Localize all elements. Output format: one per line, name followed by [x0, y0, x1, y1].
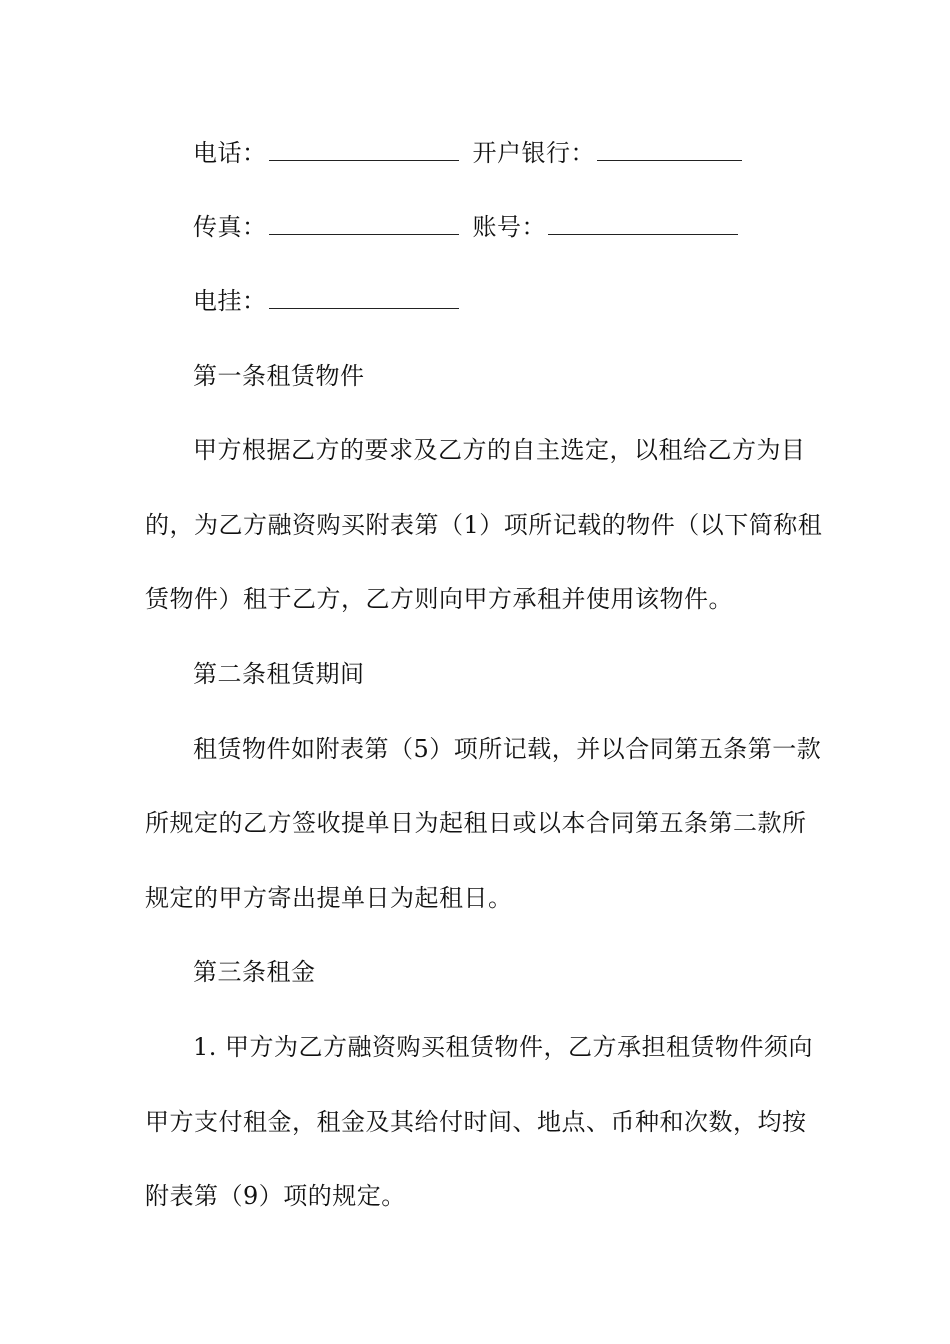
phone-label: 电话： [193, 139, 267, 167]
article3-line: 附表第（9）项的规定。 [145, 1182, 406, 1210]
article3-heading: 第三条租金 [193, 958, 316, 986]
article3-line: 1. 甲方为乙方融资购买租赁物件，乙方承担租赁物件须向 [193, 1033, 814, 1061]
telex-blank [269, 286, 459, 309]
telex-label: 电挂： [193, 287, 267, 315]
account-blank [548, 212, 738, 235]
fax-label: 传真： [193, 213, 267, 241]
phone-blank [269, 138, 459, 161]
article1-line: 的，为乙方融资购买附表第（1）项所记载的物件（以下简称租 [145, 511, 823, 539]
fax-blank [269, 212, 459, 235]
fax-account-row [193, 212, 738, 242]
article2-line: 规定的甲方寄出提单日为起租日。 [145, 884, 513, 912]
article2-heading: 第二条租赁期间 [193, 660, 365, 688]
article2-line: 租赁物件如附表第（5）项所记载，并以合同第五条第一款 [193, 735, 822, 763]
article1-line: 赁物件）租于乙方，乙方则向甲方承租并使用该物件。 [145, 585, 733, 613]
article2-line: 所规定的乙方签收提单日为起租日或以本合同第五条第二款所 [145, 809, 807, 837]
article1-heading: 第一条租赁物件 [193, 362, 365, 390]
bank-blank [597, 138, 742, 161]
article3-line: 甲方支付租金，租金及其给付时间、地点、币种和次数，均按 [145, 1108, 807, 1136]
account-label: 账号： [472, 213, 546, 241]
phone-bank-row [193, 138, 742, 168]
article1-line: 甲方根据乙方的要求及乙方的自主选定，以租给乙方为目 [193, 436, 806, 464]
bank-label: 开户银行： [472, 139, 595, 167]
telex-row [193, 286, 459, 316]
